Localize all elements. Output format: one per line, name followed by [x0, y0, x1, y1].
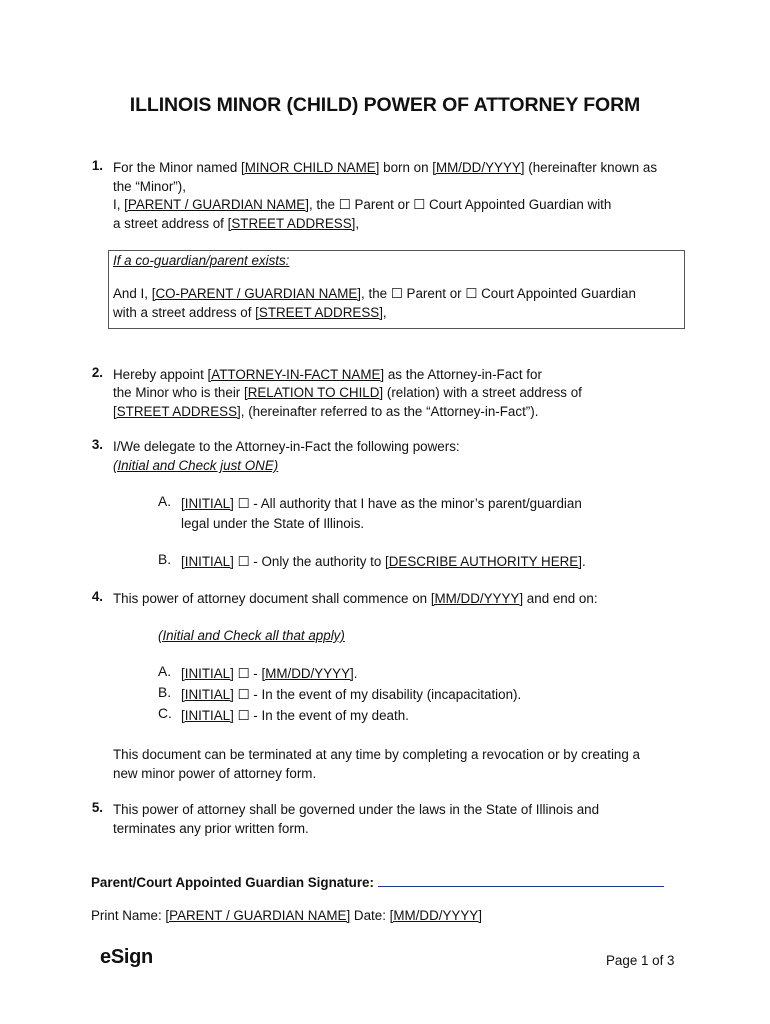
text: This power of attorney document shall commence on: [113, 591, 431, 606]
describe-authority-field[interactable]: [DESCRIBE AUTHORITY HERE]: [385, 554, 582, 569]
co-street-address-field[interactable]: [STREET ADDRESS]: [255, 305, 383, 320]
initial-field[interactable]: [INITIAL]: [181, 708, 234, 723]
option-b-letter: B.: [158, 685, 172, 700]
section-4-option-c: [181, 706, 409, 725]
section-4-number: 4.: [91, 589, 103, 604]
section-2-line-2: [113, 383, 582, 402]
text: ,: [355, 216, 360, 231]
section-4-option-b: [181, 685, 521, 704]
text: , the ☐ Parent or ☐ Court Appointed Guardian with: [308, 197, 612, 212]
print-name-field[interactable]: [PARENT / GUARDIAN NAME]: [165, 908, 351, 923]
co-guardian-line-1: [113, 284, 636, 303]
document-title: ILLINOIS MINOR (CHILD) POWER OF ATTORNEY FORM: [129, 94, 641, 116]
co-guardian-line-2: [113, 303, 387, 322]
text: , the ☐ Parent or ☐ Court Appointed Guardian: [361, 286, 636, 301]
checkbox-text[interactable]: ☐ -: [233, 666, 262, 681]
section-1-line-1: [113, 158, 657, 177]
text: Date:: [350, 908, 390, 923]
text: Hereby appoint: [113, 367, 208, 382]
text: Print Name:: [91, 908, 166, 923]
end-date-field[interactable]: [MM/DD/YYYY]: [261, 666, 354, 681]
section-3-line-1: I/We delegate to the Attorney-in-Fact the following powers:: [113, 439, 460, 454]
section-2-line-3: [113, 402, 538, 421]
section-3-option-a-line-1: [181, 494, 582, 513]
attorney-in-fact-name-field[interactable]: [ATTORNEY-IN-FACT NAME]: [207, 367, 385, 382]
section-2-line-1: [113, 365, 542, 384]
attorney-street-address-field[interactable]: [STREET ADDRESS]: [113, 404, 241, 419]
co-guardian-heading: If a co-guardian/parent exists:: [113, 253, 290, 268]
initial-field[interactable]: [INITIAL]: [181, 496, 234, 511]
text: born on: [379, 160, 433, 175]
section-4-option-a: [181, 664, 357, 683]
text: ,: [382, 305, 387, 320]
section-1-number: 1.: [91, 158, 103, 173]
signature-field[interactable]: [378, 873, 664, 887]
option-a-letter: A.: [158, 494, 172, 509]
section-3-option-a-line-2: legal under the State of Illinois.: [181, 516, 365, 531]
commence-date-field[interactable]: [MM/DD/YYYY]: [430, 591, 524, 606]
parent-guardian-name-field[interactable]: [PARENT / GUARDIAN NAME]: [124, 197, 309, 212]
text: the Minor who is their: [113, 385, 244, 400]
street-address-field[interactable]: [STREET ADDRESS]: [227, 216, 356, 231]
section-3-number: 3.: [91, 437, 103, 452]
section-1-line-2: the “Minor”),: [113, 179, 186, 194]
checkbox-text[interactable]: ☐ - In the event of my death.: [233, 708, 409, 723]
text: a street address of: [113, 216, 228, 231]
text: I,: [113, 197, 125, 212]
section-4-line-1: [113, 589, 598, 608]
section-1-line-4: [113, 214, 359, 233]
checkbox-text[interactable]: ☐ - In the event of my disability (incapacitation).: [233, 687, 522, 702]
esign-logo: eSign: [100, 946, 153, 968]
minor-child-name-field[interactable]: [MINOR CHILD NAME]: [241, 160, 380, 175]
print-name-row: [91, 906, 482, 925]
section-5-line-1: This power of attorney shall be governed under the laws in the State of Illinois and: [113, 802, 600, 817]
co-parent-name-field[interactable]: [CO-PARENT / GUARDIAN NAME]: [151, 286, 362, 301]
section-3-instruction: (Initial and Check just ONE): [113, 458, 279, 473]
termination-paragraph-line-1: This document can be terminated at any time by completing a revocation or by creating a: [113, 747, 640, 762]
page-number: Page 1 of 3: [606, 953, 675, 968]
relation-to-child-field[interactable]: [RELATION TO CHILD]: [243, 385, 384, 400]
text: For the Minor named: [113, 160, 242, 175]
section-5-line-2: terminates any prior written form.: [113, 821, 309, 836]
checkbox-text[interactable]: ☐ - All authority that I have as the minor’s parent/guardian: [233, 496, 582, 511]
date-field[interactable]: [MM/DD/YYYY]: [389, 908, 482, 923]
option-c-letter: C.: [158, 706, 172, 721]
minor-birth-date-field[interactable]: [MM/DD/YYYY]: [432, 160, 525, 175]
text: and end on:: [523, 591, 598, 606]
text: (hereinafter known as: [524, 160, 658, 175]
initial-field[interactable]: [INITIAL]: [181, 687, 234, 702]
signature-label: Parent/Court Appointed Guardian Signature:: [91, 875, 374, 890]
text: .: [581, 554, 586, 569]
text: with a street address of: [113, 305, 256, 320]
section-4-instruction: (Initial and Check all that apply): [158, 628, 345, 643]
section-2-number: 2.: [91, 365, 103, 380]
checkbox-text[interactable]: ☐ - Only the authority to: [233, 554, 386, 569]
text: as the Attorney-in-Fact for: [384, 367, 542, 382]
termination-paragraph-line-2: new minor power of attorney form.: [113, 766, 317, 781]
text: (relation) with a street address of: [383, 385, 582, 400]
section-5-number: 5.: [91, 800, 103, 815]
text: , (hereinafter referred to as the “Attorney-in-Fact”).: [240, 404, 539, 419]
initial-field[interactable]: [INITIAL]: [181, 554, 234, 569]
text: .: [353, 666, 358, 681]
section-3-option-b-line: [181, 552, 586, 571]
initial-field[interactable]: [INITIAL]: [181, 666, 234, 681]
option-a-letter: A.: [158, 664, 172, 679]
section-1-line-3: [113, 195, 611, 214]
text: And I,: [113, 286, 152, 301]
signature-row: [91, 873, 664, 892]
option-b-letter: B.: [158, 552, 172, 567]
